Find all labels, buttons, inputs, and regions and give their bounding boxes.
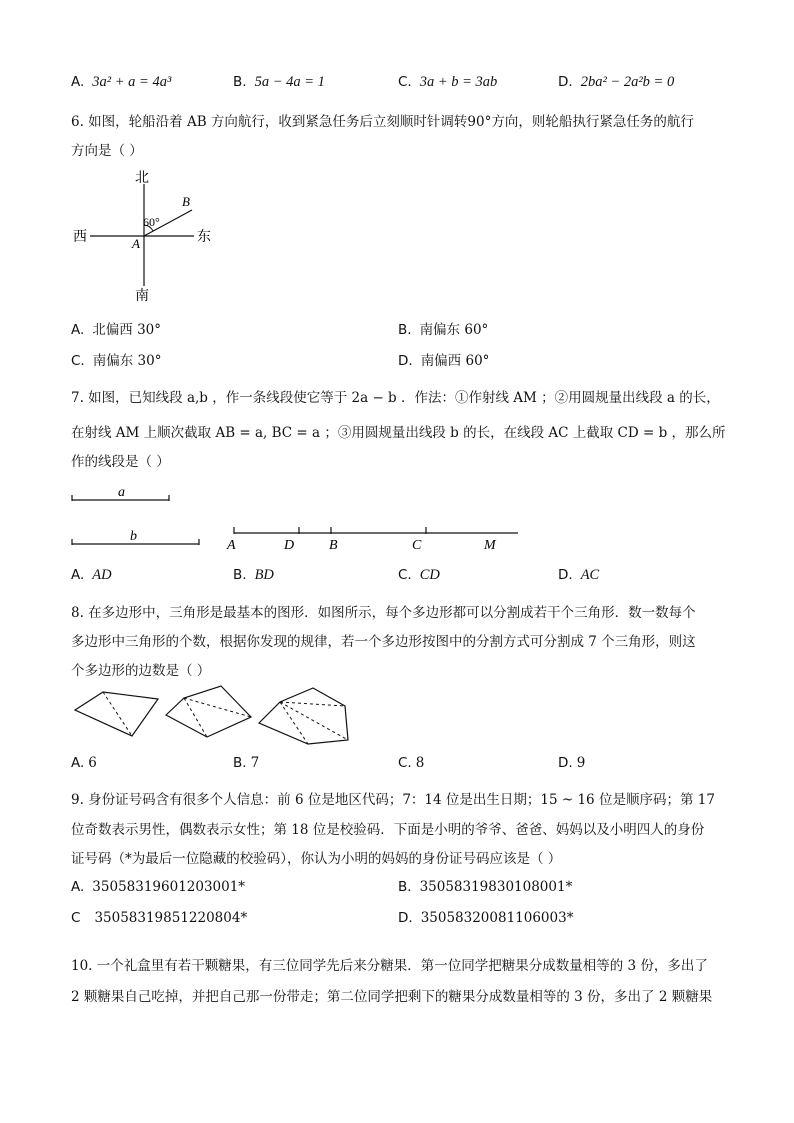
point-c-label: C: [412, 538, 422, 553]
pentagon-shape: [166, 686, 251, 737]
q6-compass-figure: [70, 168, 220, 308]
q8-option-d[interactable]: D. 9: [558, 755, 586, 771]
hexagon-shape: [259, 688, 348, 744]
q7-option-a[interactable]: A. AD: [71, 567, 112, 583]
quadrilateral-shape: [75, 692, 158, 736]
point-a-label: A: [227, 538, 236, 553]
q9-option-a[interactable]: A. 35058319601203001*: [71, 879, 246, 895]
q9-option-d[interactable]: D. 35058320081106003*: [398, 910, 574, 926]
point-d-label: D: [284, 538, 295, 553]
q6-stem-line2: 方向是（ ）: [71, 143, 143, 159]
q8-polygons-figure: [70, 684, 360, 746]
point-b-label: B: [182, 194, 190, 209]
q8-option-a[interactable]: A. 6: [71, 755, 97, 771]
q7-stem-line3: 作的线段是（ ）: [71, 454, 170, 470]
south-label: 南: [135, 289, 149, 304]
point-m-label: M: [484, 538, 496, 553]
q5-option-a[interactable]: A. 3a² + a = 4a³: [71, 74, 172, 90]
segment-a-label: a: [118, 485, 125, 500]
q8-stem-line1: 8. 在多边形中，三角形是最基本的图形．如图所示，每个多边形都可以分割成若干个三角形．数一数每个: [71, 605, 696, 621]
q5-option-b[interactable]: B. 5a − 4a = 1: [233, 74, 325, 90]
angle-label: 60°: [143, 215, 160, 229]
q10-stem-line2: 2 颗糖果自己吃掉，并把自己那一份带走；第二位同学把剩下的糖果分成数量相等的 3 份，多出了 2 颗糖果: [71, 989, 713, 1005]
q9-option-b[interactable]: B. 35058319830108001*: [398, 879, 573, 895]
q6-option-b[interactable]: B. 南偏东 60°: [398, 322, 489, 338]
q8-option-b[interactable]: B. 7: [233, 755, 260, 771]
q5-option-c[interactable]: C. 3a + b = 3ab: [398, 74, 498, 90]
q7-option-d[interactable]: D. AC: [558, 567, 600, 583]
q8-option-c[interactable]: C. 8: [398, 755, 425, 771]
north-label: 北: [135, 171, 149, 186]
q7-option-b[interactable]: B. BD: [233, 567, 274, 583]
segment-b-label: b: [130, 529, 137, 544]
point-a-label: A: [132, 236, 140, 251]
q7-option-c[interactable]: C. CD: [398, 567, 440, 583]
q5-option-d[interactable]: D. 2ba² − 2a²b = 0: [558, 74, 675, 90]
q8-stem-line3: 个多边形的边数是（ ）: [71, 663, 211, 679]
q9-stem-line1: 9. 身份证号码含有很多个人信息：前 6 位是地区代码；7：14 位是出生日期；15 ~ 16 位是顺序码；第 17: [71, 792, 715, 808]
q6-option-c[interactable]: C. 南偏东 30°: [71, 353, 162, 369]
q9-option-c[interactable]: C 35058319851220804*: [71, 910, 248, 926]
q8-stem-line2: 多边形中三角形的个数，根据你发现的规律，若一个多边形按图中的分割方式可分割成 7 个三角形，则这: [71, 634, 696, 650]
q6-option-d[interactable]: D. 南偏西 60°: [398, 353, 490, 369]
west-label: 西: [73, 230, 87, 245]
east-label: 东: [197, 230, 211, 245]
q7-stem-line2: 在射线 AM 上顺次截取 AB = a, BC = a ；③用圆规量出线段 b 的长，在线段 AC 上截取 CD = b ，那么所: [71, 425, 726, 441]
q7-stem-line1: 7. 如图，已知线段 a,b ，作一条线段使它等于 2a − b ．作法：①作射线 AM ；②用圆规量出线段 a 的长，: [71, 390, 720, 406]
q10-stem-line1: 10. 一个礼盒里有若干颗糖果，有三位同学先后来分糖果．第一位同学把糖果分成数量相等的 3 份，多出了: [71, 958, 708, 974]
point-b-label: B: [329, 538, 338, 553]
q9-stem-line3: 证号码（*为最后一位隐藏的校验码），你认为小明的妈妈的身份证号码应该是（ ）: [71, 851, 562, 867]
q6-stem-line1: 6. 如图，轮船沿着 AB 方向航行，收到紧急任务后立刻顺时针调转90°方向，则轮船执行紧急任务的航行: [71, 114, 694, 130]
q7-segments-figure: [68, 478, 528, 558]
q6-option-a[interactable]: A. 北偏西 30°: [71, 322, 162, 338]
q9-stem-line2: 位奇数表示男性，偶数表示女性；第 18 位是校验码．下面是小明的爷爷、爸爸、妈妈以及小明四人的身份: [71, 822, 705, 838]
